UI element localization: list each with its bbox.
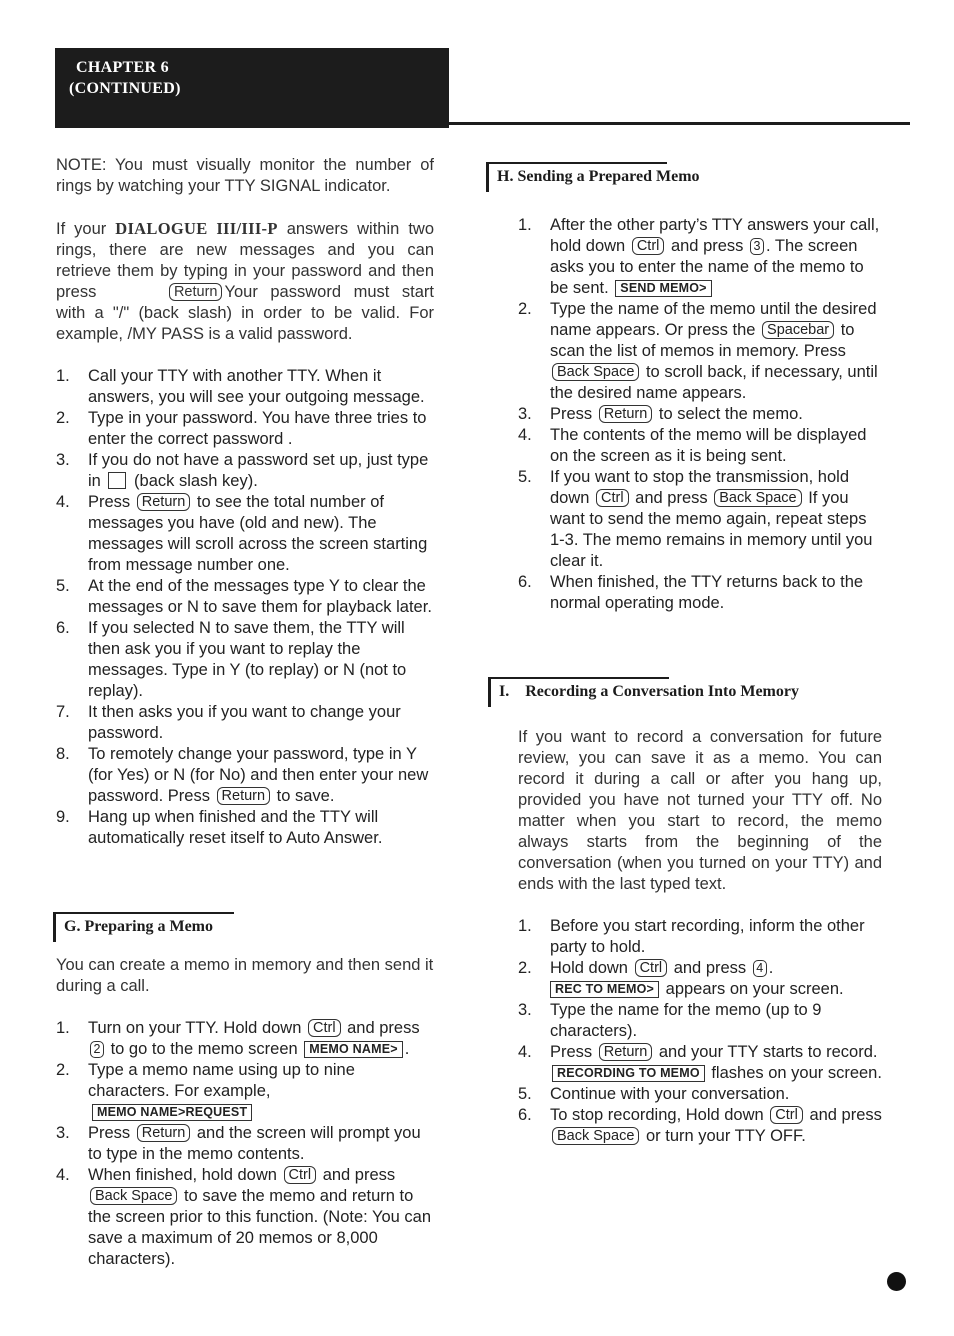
list-item: 5. If you want to stop the transmission, hold down Ctrl and press Back Space If you want to send the memo again, repeat steps 1-3. The memo remains in memory until you clear it. bbox=[518, 468, 873, 570]
section-h-title: H. Sending a Prepared Memo bbox=[497, 168, 700, 185]
screen-message: MEMO NAME>REQUEST bbox=[92, 1104, 252, 1121]
list-item: 5. At the end of the messages type Y to clear the messages or N to save them for playback later. bbox=[56, 577, 432, 616]
ctrl-key: Ctrl bbox=[770, 1106, 803, 1124]
list-item: 1. After the other party’s TTY answers your call, hold down Ctrl and press 3 . The screen asks you to enter the name of the memo to be sent. SEND MEMO> bbox=[518, 216, 880, 297]
password-steps bbox=[56, 366, 434, 849]
return-key: Return bbox=[217, 787, 271, 805]
ctrl-key: Ctrl bbox=[596, 489, 629, 507]
screen-message: SEND MEMO> bbox=[615, 280, 711, 297]
backspace-key: Back Space bbox=[714, 489, 801, 507]
ctrl-key: Ctrl bbox=[284, 1166, 317, 1184]
list-item: 4. Press Return to see the total number of messages you have (old and new). The messages will scroll across the screen starting from message number one. bbox=[56, 493, 428, 574]
four-key: 4 bbox=[753, 960, 767, 977]
intro-paragraph: If your DIALOGUE III/III-P answers within two rings, there are new messages and you can retrieve them by typing in your password and then press Return Your password must start with a "/" (back slash) in order to be valid. For example, /MY PASS is a valid password. bbox=[56, 219, 434, 343]
list-item: 2. Type the name of the memo until the desired name appears. Or press the Spacebar to scan the list of memos in memory. Press Back Space to scroll back, if necessary, until the desired name appears. bbox=[518, 300, 878, 402]
list-item: 4. Press Return and your TTY starts to record. RECORDING TO MEMO flashes on your screen. bbox=[518, 1043, 882, 1082]
list-item: 3. If you do not have a password set up, just type in (back slash key). bbox=[56, 451, 429, 490]
chapter-number: CHAPTER 6 bbox=[76, 59, 169, 76]
chapter-header bbox=[55, 48, 449, 128]
two-key: 2 bbox=[90, 1041, 104, 1058]
left-column bbox=[56, 155, 434, 849]
list-item: 4. When finished, hold down Ctrl and press Back Space to save the memo and return to the screen prior to this function. (Note: You can save a maximum of 20 memos or 8,000 characters). bbox=[56, 1166, 432, 1268]
list-item: 6. If you selected N to save them, the TTY will then ask you if you want to replay the messages. Type in Y (to replay) or N (not to replay). bbox=[56, 619, 407, 700]
section-g-heading bbox=[53, 912, 236, 942]
return-key: Return bbox=[137, 493, 191, 511]
list-item: 3. Type the name for the memo (up to 9 characters). bbox=[518, 1001, 822, 1040]
section-i-body bbox=[518, 727, 882, 1147]
section-g-body bbox=[56, 955, 434, 1270]
screen-message: MEMO NAME> bbox=[304, 1041, 402, 1058]
ctrl-key: Ctrl bbox=[632, 237, 665, 255]
list-item: 1. Before you start recording, inform the other party to hold. bbox=[518, 917, 865, 956]
list-item: 4. The contents of the memo will be displayed on the screen as it is being sent. bbox=[518, 426, 867, 465]
backspace-key: Back Space bbox=[552, 363, 639, 381]
header-rule bbox=[449, 122, 910, 125]
list-item: 6. When finished, the TTY returns back to the normal operating mode. bbox=[518, 573, 864, 612]
return-key: Return bbox=[599, 1043, 653, 1061]
list-item: 7. It then asks you if you want to change your password. bbox=[56, 703, 401, 742]
section-h-heading bbox=[486, 162, 700, 192]
note-paragraph: NOTE: You must visually monitor the number of rings by watching your TTY SIGNAL indicator. bbox=[56, 156, 434, 195]
list-item: 6. To stop recording, Hold down Ctrl and press Back Space or turn your TTY OFF. bbox=[518, 1106, 882, 1145]
list-item: 1. Call your TTY with another TTY. When it answers, you will see your outgoing message. bbox=[56, 367, 425, 406]
section-h-steps bbox=[518, 215, 882, 614]
section-i-heading bbox=[488, 677, 799, 707]
list-item: 9. Hang up when finished and the TTY will automatically reset itself to Auto Answer. bbox=[56, 808, 383, 847]
return-key: Return bbox=[599, 405, 653, 423]
section-h-body bbox=[518, 215, 882, 614]
three-key: 3 bbox=[750, 238, 764, 255]
section-g-title: G. Preparing a Memo bbox=[64, 918, 214, 935]
list-item: 3. Press Return to select the memo. bbox=[518, 405, 803, 423]
product-name: DIALOGUE III/III-P bbox=[115, 219, 278, 238]
return-key: Return bbox=[169, 283, 223, 301]
spacebar-key: Spacebar bbox=[762, 321, 834, 339]
ctrl-key: Ctrl bbox=[635, 959, 668, 977]
list-item: 2. Type in your password. You have three tries to enter the correct password . bbox=[56, 409, 427, 448]
backslash-key bbox=[108, 472, 126, 489]
section-i-intro: If you want to record a conversation for future review, you can save it as a memo. You can record it during a call or after you hang up, provided you have not turned your TTY off. No matter when you start to record, the memo always starts from the beginning of the conversation (when you turned on your TTY) and ends with the last typed text. bbox=[518, 728, 882, 893]
section-i-steps bbox=[518, 916, 882, 1147]
list-item: 1. Turn on your TTY. Hold down Ctrl and press 2 to go to the memo screen MEMO NAME> . bbox=[56, 1019, 420, 1058]
list-item: 2. Type a memo name using up to nine characters. For example, MEMO NAME>REQUEST bbox=[56, 1061, 355, 1119]
screen-message: RECORDING TO MEMO bbox=[552, 1065, 705, 1082]
list-item: 8. To remotely change your password, type in Y (for Yes) or N (for No) and then enter your new password. Press Return to save. bbox=[56, 745, 429, 805]
ctrl-key: Ctrl bbox=[308, 1019, 341, 1037]
screen-message: REC TO MEMO> bbox=[550, 981, 659, 998]
chapter-continued: (CONTINUED) bbox=[69, 80, 181, 97]
section-g-intro: You can create a memo in memory and then send it during a call. bbox=[56, 956, 434, 995]
list-item: 3. Press Return and the screen will prompt you to type in the memo contents. bbox=[56, 1124, 421, 1163]
page-marker-dot bbox=[887, 1272, 906, 1291]
list-item: 2. Hold down Ctrl and press 4 . REC TO MEMO> appears on your screen. bbox=[518, 959, 844, 998]
backspace-key: Back Space bbox=[552, 1127, 639, 1145]
section-g-steps bbox=[56, 1018, 434, 1270]
list-item: 5. Continue with your conversation. bbox=[518, 1085, 790, 1103]
backspace-key: Back Space bbox=[90, 1187, 177, 1205]
section-i-title: I. Recording a Conversation Into Memory bbox=[499, 683, 799, 700]
return-key: Return bbox=[137, 1124, 191, 1142]
